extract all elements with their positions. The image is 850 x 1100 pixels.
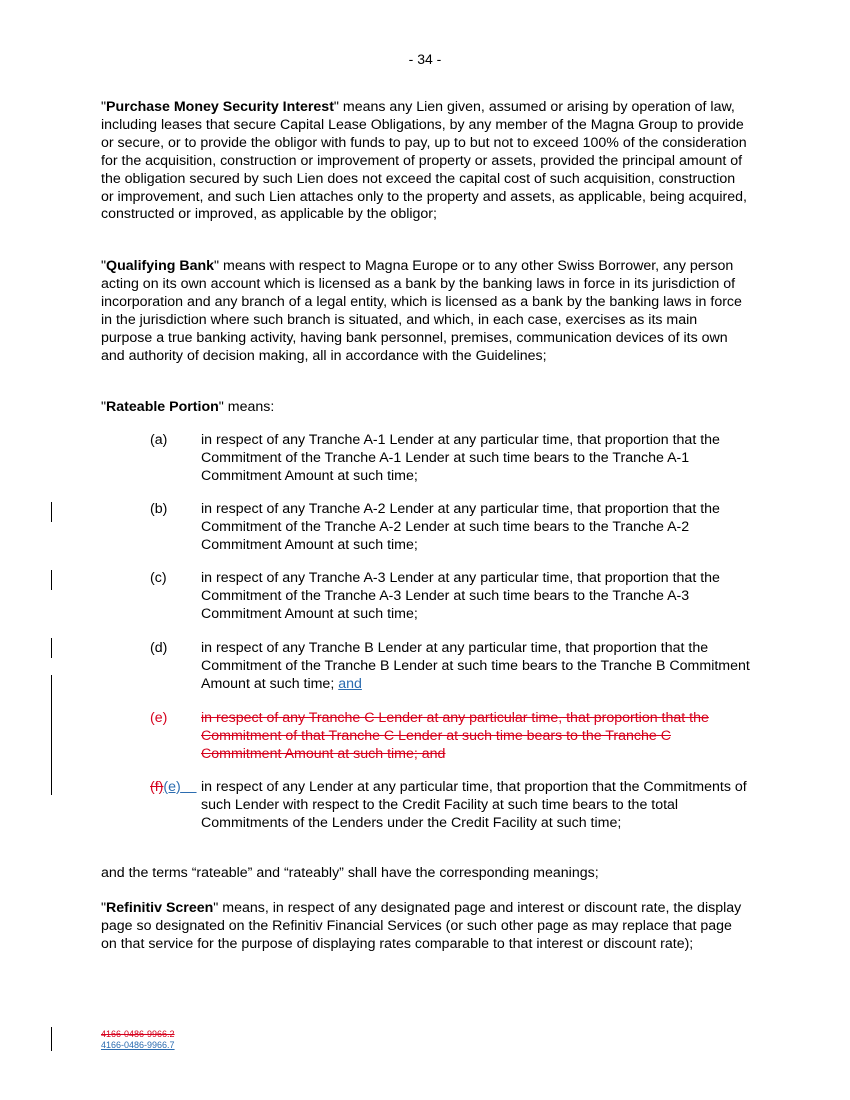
item-text: in respect of any Lender at any particular time, that proportion that the Commitments of such Lender with respect to the Credit Facility at such time bears to the total Commitments of the Lenders under the Credit Facility at such time; xyxy=(201,779,747,831)
rateable-closing-text: and the terms “rateable” and “rateably” shall have the corresponding meanings; xyxy=(101,865,599,881)
footer-doc-id xyxy=(101,1029,175,1051)
item-text xyxy=(201,640,750,694)
quote-open: " xyxy=(101,900,107,916)
defined-term: Rateable Portion xyxy=(106,399,219,415)
item-text: in respect of any Tranche A-1 Lender at any particular time, that proportion that the Commitment of the Tranche A-1 Lender at such time bears to the Tranche A-1 Commitment Amount at such time; xyxy=(201,432,720,484)
quote-open: " xyxy=(101,399,107,415)
deleted-doc-id: 4166-0486-9966.2 xyxy=(101,1029,175,1039)
defined-term: Qualifying Bank xyxy=(106,258,215,274)
item-text: in respect of any Tranche A-3 Lender at any particular time, that proportion that the Commitment of the Tranche A-3 Lender at such time bears to the Tranche A-3 Commitment Amount at such time; xyxy=(201,570,720,622)
definition-body: means any Lien given, assumed or arising by operation of law, including leases that secure Capital Lease Obligations, by any member of the Magna Group to provide or secure, or to provide the obligor with funds to pay, up to but not to exceed 100% of the consideration for the acquisition, construction or improvement of property or assets, provided the principal amount of the obligation secured by such Lien does not exceed the capital cost of such acquisition, construction or improvement, and such Lien attaches only to the property and assets, as applicable, being acquired, constructed or improved, as applicable by the obligor; xyxy=(101,99,747,223)
inserted-text: and xyxy=(338,675,362,692)
rateable-item-b xyxy=(150,501,750,555)
quote-open: " xyxy=(101,258,107,274)
quote-close: " xyxy=(333,99,339,115)
definition-body: means, in respect of any designated page and interest or discount rate, the display page so designated on the Refinitiv Financial Services (or such other page as may replace that page on that service for the purpose of displaying rates comparable to that interest or discount rate); xyxy=(101,900,742,952)
rateable-item-e-deleted xyxy=(150,710,750,764)
deleted-item-text: in respect of any Tranche C Lender at any particular time, that proportion that the Commitment of that Tranche C Lender at such time bears to the Tranche C Commitment Amount at such time; and xyxy=(201,710,709,762)
quote-close: " xyxy=(218,399,224,415)
inserted-label: (e) xyxy=(163,779,181,795)
rateable-item-c xyxy=(150,570,750,624)
change-bar xyxy=(51,1027,52,1051)
definition-body: means with respect to Magna Europe or to any other Swiss Borrower, any person acting on its own account which is licensed as a bank by the banking laws in force in its jurisdiction of incorporation and any branch of a legal entity, which is licensed as a bank by the banking laws in force in the jurisdiction where such branch is situated, and which, in each case, exercises as its main purpose a true banking activity, having bank personnel, premises, communication devices of its own and authority of decision making, all in accordance with the Guidelines; xyxy=(101,258,742,364)
rateable-item-a xyxy=(150,432,750,486)
definition-rateable-portion xyxy=(101,399,751,417)
inserted-tab xyxy=(181,779,197,795)
deleted-label: (f) xyxy=(150,779,164,795)
change-bar xyxy=(51,638,52,658)
definition-body: means: xyxy=(223,399,275,415)
inserted-doc-id: 4166-0486-9966.7 xyxy=(101,1040,175,1050)
item-label xyxy=(150,779,197,797)
change-bar xyxy=(51,675,52,795)
item-label: (a) xyxy=(150,432,168,448)
item-label: (b) xyxy=(150,501,168,517)
change-bar xyxy=(51,570,52,590)
definition-purchase-money-security-interest xyxy=(101,99,751,224)
item-label: (c) xyxy=(150,570,167,586)
defined-term: Purchase Money Security Interest xyxy=(106,99,334,115)
change-bar xyxy=(51,502,52,522)
item-label: (e) xyxy=(150,710,168,726)
definition-refinitiv-screen xyxy=(101,900,751,954)
quote-close: " xyxy=(213,900,219,916)
item-text-body: in respect of any Tranche B Lender at any particular time, that proportion that the Commitment of the Tranche B Lender at such time bears to the Tranche B Commitment Amount at such time; xyxy=(201,640,750,692)
page-number: - 34 - xyxy=(408,51,442,67)
definition-qualifying-bank xyxy=(101,258,751,365)
quote-open: " xyxy=(101,99,107,115)
item-text: in respect of any Tranche A-2 Lender at any particular time, that proportion that the Commitment of the Tranche A-2 Lender at such time bears to the Tranche A-2 Commitment Amount at such time; xyxy=(201,501,720,553)
rateable-item-d xyxy=(150,640,750,694)
defined-term: Refinitiv Screen xyxy=(106,900,214,916)
quote-close: " xyxy=(214,258,220,274)
rateable-item-f xyxy=(150,779,750,833)
item-label: (d) xyxy=(150,640,168,656)
